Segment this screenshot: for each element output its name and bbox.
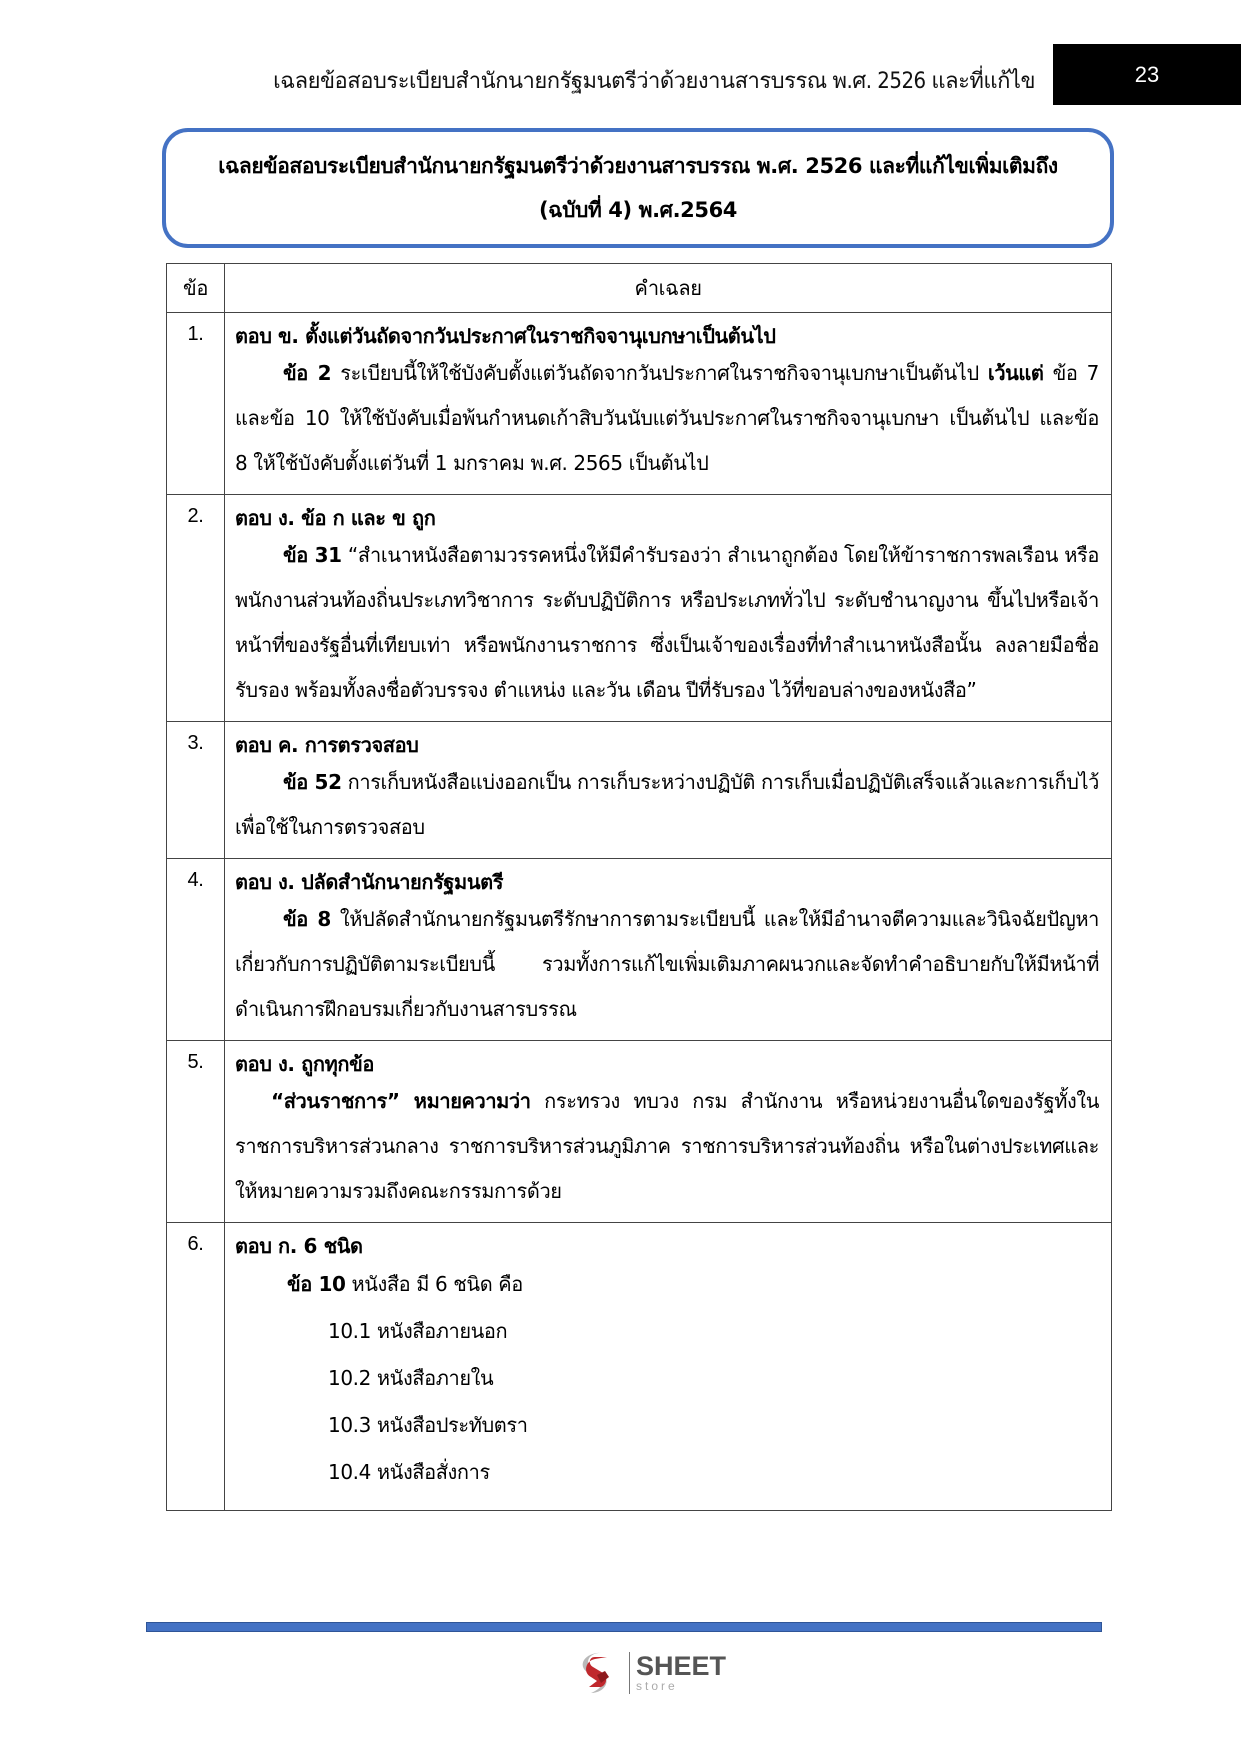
answer-line: ตอบ ง. ปลัดสำนักนายกรัฐมนตรี — [235, 870, 504, 894]
logo-separator — [629, 1652, 630, 1694]
header-no: ข้อ — [167, 264, 225, 313]
row-number: 1. — [167, 313, 225, 495]
clause-ref: ข้อ 8 — [283, 907, 331, 931]
row-answer-cell — [225, 495, 1112, 722]
row-answer-cell — [225, 313, 1112, 495]
clause-ref: ข้อ 10 — [287, 1272, 346, 1296]
row-number: 4. — [167, 859, 225, 1041]
answer-line: ตอบ ก. 6 ชนิด — [235, 1234, 363, 1258]
definition-term: “ส่วนราชการ” หมายความว่า — [271, 1089, 531, 1113]
logo-s-icon — [575, 1649, 623, 1697]
clause-ref: ข้อ 31 — [283, 543, 342, 567]
title-line-2: (ฉบับที่ 4) พ.ศ.2564 — [538, 198, 737, 222]
table-row — [167, 1223, 1112, 1511]
explanation: ข้อ 2 ระเบียบนี้ให้ใช้บังคับตั้งแต่วันถัดจากวันประกาศในราชกิจจานุเบกษาเป็นต้นไป เว้นแต่ ข้อ 7 และข้อ 10 ให้ใช้บังคับเมื่อพ้นกำหนดเก้าสิบวันนับแต่วันประกาศในราชกิจจานุเบกษา เป็นต้นไป และข้อ 8 ให้ใช้บังคับตั้งแต่วันที่ 1 มกราคม พ.ศ. 2565 เป็นต้นไป — [235, 361, 1100, 475]
explanation: “ส่วนราชการ” หมายความว่า กระทรวง ทบวง กรม สำนักงาน หรือหน่วยงานอื่นใดของรัฐทั้งในราชการบริหารส่วนกลาง ราชการบริหารส่วนภูมิภาค ราชการบริหารส่วนท้องถิ่น หรือในต่างประเทศและให้หมายความรวมถึงคณะกรรมการด้วย — [235, 1089, 1099, 1203]
list-item: 10.4 หนังสือสั่งการ — [328, 1460, 490, 1484]
footer-divider-bar — [146, 1622, 1102, 1632]
table-row — [167, 313, 1112, 495]
row-number: 5. — [167, 1041, 225, 1223]
exception-label: เว้นแต่ — [987, 361, 1044, 385]
table-row — [167, 722, 1112, 859]
clause-ref: ข้อ 52 — [283, 770, 342, 794]
title-line-1: เฉลยข้อสอบระเบียบสำนักนายกรัฐมนตรีว่าด้วยงานสารบรรณ พ.ศ. 2526 และที่แก้ไขเพิ่มเติมถึง — [218, 154, 1058, 178]
answer-line: ตอบ ง. ข้อ ก และ ข ถูก — [235, 506, 436, 530]
row-answer-cell — [225, 1223, 1112, 1511]
logo-sub-text: store — [636, 1679, 678, 1693]
header-answer: คำเฉลย — [225, 264, 1112, 313]
row-answer-cell — [225, 1041, 1112, 1223]
clause-ref: ข้อ 2 — [283, 361, 332, 385]
answer-line: ตอบ ค. การตรวจสอบ — [235, 733, 419, 757]
row-answer-cell — [225, 722, 1112, 859]
answer-line: ตอบ ข. ตั้งแต่วันถัดจากวันประกาศในราชกิจจานุเบกษาเป็นต้นไป — [235, 324, 776, 348]
table-row — [167, 495, 1112, 722]
explanation: ข้อ 52 การเก็บหนังสือแบ่งออกเป็น การเก็บระหว่างปฏิบัติ การเก็บเมื่อปฏิบัติเสร็จแล้วและการเก็บไว้เพื่อใช้ในการตรวจสอบ — [235, 770, 1099, 839]
list-item: 10.2 หนังสือภายใน — [328, 1366, 494, 1390]
explanation: ข้อ 31 “สำเนาหนังสือตามวรรคหนึ่งให้มีคำรับรองว่า สำเนาถูกต้อง โดยให้ข้าราชการพลเรือน หรือพนักงานส่วนท้องถิ่นประเภทวิชาการ ระดับปฏิบัติการ หรือประเภททั่วไป ระดับชำนาญงาน ขึ้นไปหรือเจ้าหน้าที่ของรัฐอื่นที่เทียบเท่า หรือพนักงานราชการ ซึ่งเป็นเจ้าของเรื่องที่ทำสำเนาหนังสือนั้น ลงลายมือชื่อรับรอง พร้อมทั้งลงชื่อตัวบรรจง ตำแหน่ง และวัน เดือน ปีที่รับรอง ไว้ที่ขอบล่างของหนังสือ” — [235, 543, 1099, 702]
sheet-store-logo — [575, 1645, 775, 1700]
page-number-box — [1053, 44, 1241, 105]
row-number: 6. — [167, 1223, 225, 1511]
table-row — [167, 859, 1112, 1041]
list-item: 10.1 หนังสือภายนอก — [328, 1319, 508, 1343]
explanation: ข้อ 10 หนังสือ มี 6 ชนิด คือ — [287, 1272, 523, 1296]
table-row — [167, 1041, 1112, 1223]
list-item: 10.3 หนังสือประทับตรา — [328, 1413, 528, 1437]
title-box — [162, 128, 1114, 248]
page-number: 23 — [1134, 61, 1160, 87]
logo-main-text: SHEET — [636, 1651, 727, 1681]
row-number: 2. — [167, 495, 225, 722]
row-number: 3. — [167, 722, 225, 859]
answer-table — [166, 263, 1112, 1511]
row-answer-cell — [225, 859, 1112, 1041]
running-header-title: เฉลยข้อสอบระเบียบสำนักนายกรัฐมนตรีว่าด้วยงานสารบรรณ พ.ศ. 2526 และที่แก้ไข — [273, 69, 1035, 94]
table-header-row — [167, 264, 1112, 313]
answer-line: ตอบ ง. ถูกทุกข้อ — [235, 1052, 374, 1076]
explanation: ข้อ 8 ให้ปลัดสำนักนายกรัฐมนตรีรักษาการตามระเบียบนี้ และให้มีอำนาจตีความและวินิจฉัยปัญหาเกี่ยวกับการปฏิบัติตามระเบียบนี้ รวมทั้งการแก้ไขเพิ่มเติมภาคผนวกและจัดทำคำอธิบายกับให้มีหน้าที่ดำเนินการฝึกอบรมเกี่ยวกับงานสารบรรณ — [235, 907, 1099, 1021]
